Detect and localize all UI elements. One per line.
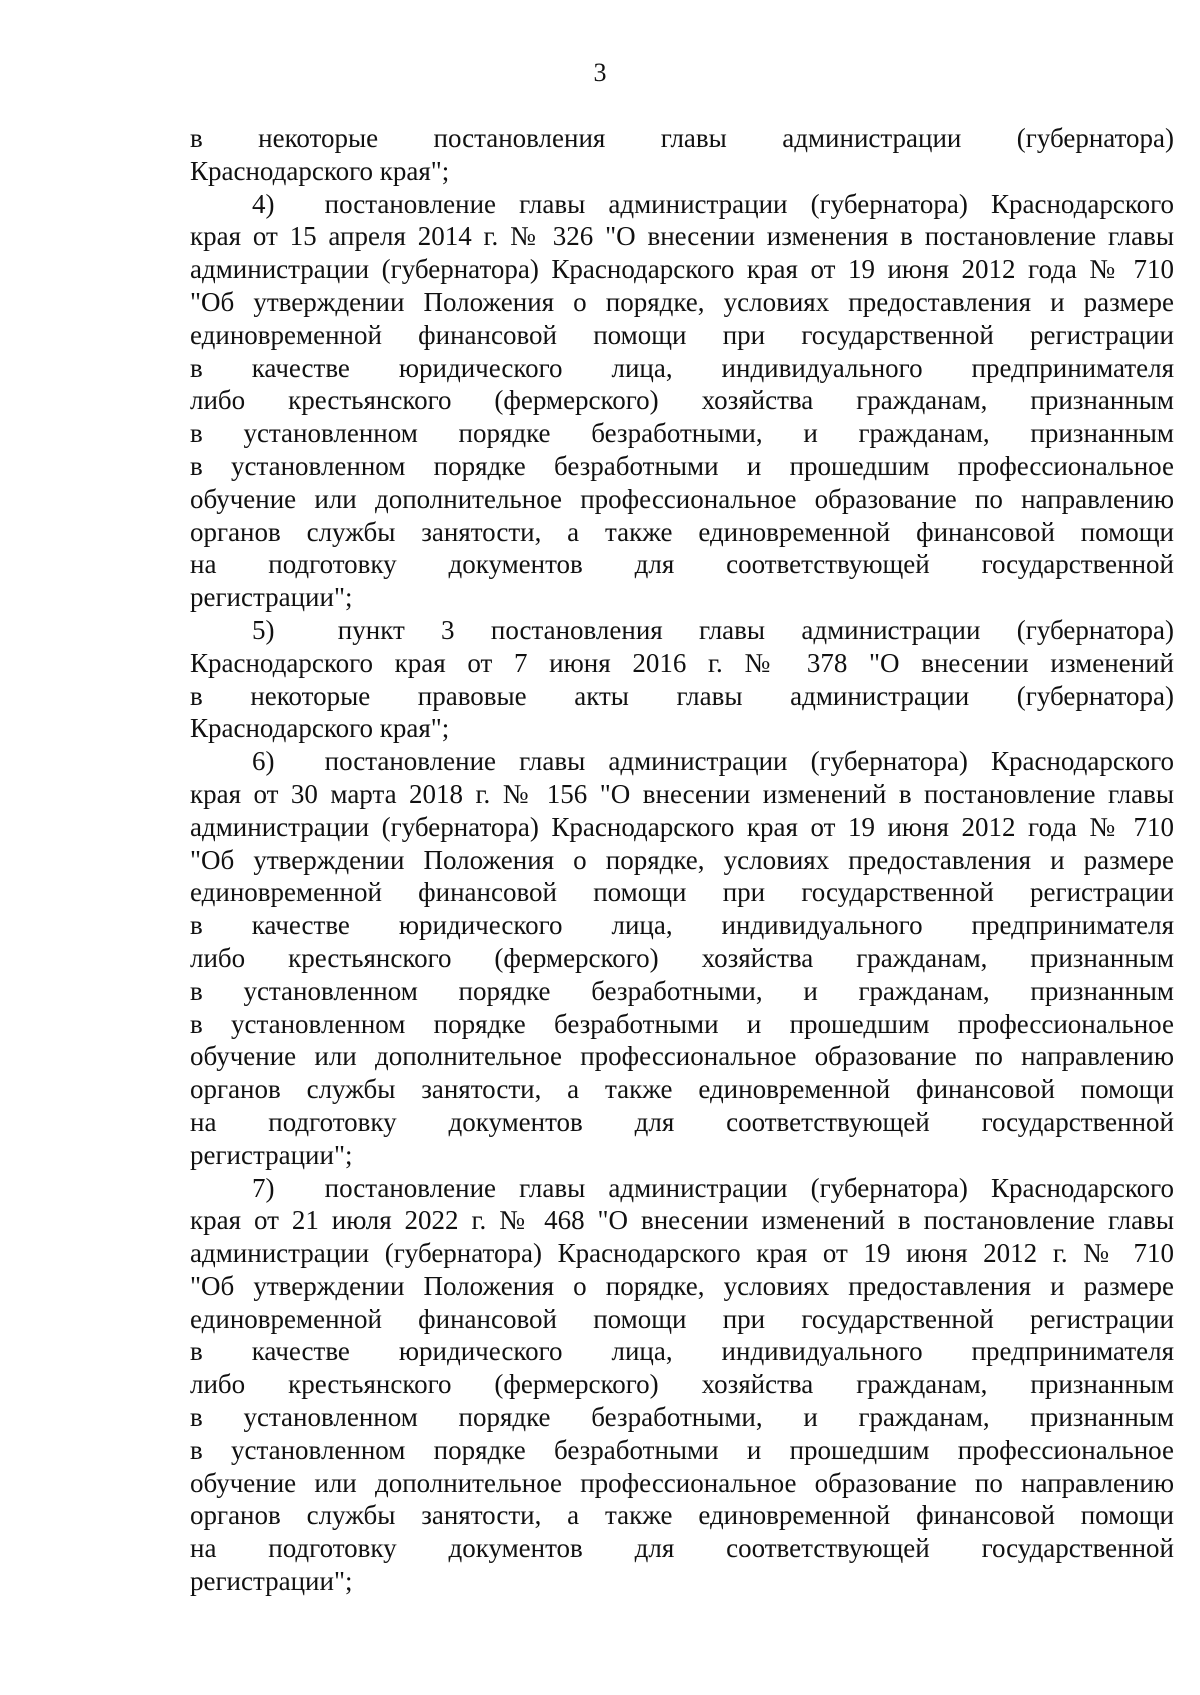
text-line: обучение или дополнительное профессиональное образование по направлению <box>190 1467 1174 1498</box>
text-line: единовременной финансовой помощи при государственной регистрации <box>190 877 1174 908</box>
text-line: "Об утверждении Положения о порядке, условиях предоставления и размере <box>190 844 1174 875</box>
text-line: администрации (губернатора) Краснодарского края от 19 июня 2012 года № 710 <box>190 811 1174 842</box>
text-line: на подготовку документов для соответствующей государственной <box>190 1106 1174 1137</box>
page-number: 3 <box>593 58 607 87</box>
text-line: в установленном порядке безработными, и гражданам, признанным <box>190 975 1174 1006</box>
text-line: в установленном порядке безработными, и гражданам, признанным <box>190 418 1174 449</box>
text-line: в установленном порядке безработными и прошедшим профессиональное <box>190 450 1174 481</box>
text-line: в качестве юридического лица, индивидуального предпринимателя <box>190 352 1174 383</box>
list-item-first-line: 7) постановление главы администрации (губернатора) Краснодарского <box>252 1172 1174 1203</box>
text-line: Краснодарского края"; <box>190 155 450 186</box>
text-line: либо крестьянского (фермерского) хозяйства гражданам, признанным <box>190 942 1174 973</box>
text-line: органов службы занятости, а также единовременной финансовой помощи <box>190 516 1174 547</box>
text-line: администрации (губернатора) Краснодарского края от 19 июня 2012 года № 710 <box>190 254 1174 285</box>
text-line: в установленном порядке безработными и прошедшим профессиональное <box>190 1008 1174 1039</box>
text-line: в некоторые правовые акты главы администрации (губернатора) <box>190 680 1174 711</box>
text-line: края от 21 июля 2022 г. № 468 "О внесении изменений в постановление главы <box>190 1205 1174 1236</box>
text-line: в качестве юридического лица, индивидуального предпринимателя <box>190 910 1174 941</box>
text-line: либо крестьянского (фермерского) хозяйства гражданам, признанным <box>190 385 1174 416</box>
document-body <box>190 122 1174 1598</box>
text-line: на подготовку документов для соответствующей государственной <box>190 549 1174 580</box>
list-item-first-line: 5) пункт 3 постановления главы администрации (губернатора) <box>252 614 1174 645</box>
text-line: единовременной финансовой помощи при государственной регистрации <box>190 1303 1174 1334</box>
text-line: органов службы занятости, а также единовременной финансовой помощи <box>190 1074 1174 1105</box>
text-line: на подготовку документов для соответствующей государственной <box>190 1533 1174 1564</box>
text-line: регистрации"; <box>190 582 353 613</box>
text-line: администрации (губернатора) Краснодарского края от 19 июня 2012 г. № 710 <box>190 1238 1174 1269</box>
text-line: обучение или дополнительное профессиональное образование по направлению <box>190 483 1174 514</box>
list-item-first-line: 6) постановление главы администрации (губернатора) Краснодарского <box>252 746 1174 777</box>
text-line: Краснодарского края"; <box>190 713 450 744</box>
list-item-first-line: 4) постановление главы администрации (губернатора) Краснодарского <box>252 188 1174 219</box>
text-line: органов службы занятости, а также единовременной финансовой помощи <box>190 1500 1174 1531</box>
text-line: обучение или дополнительное профессиональное образование по направлению <box>190 1041 1174 1072</box>
text-line: либо крестьянского (фермерского) хозяйства гражданам, признанным <box>190 1369 1174 1400</box>
text-line: Краснодарского края от 7 июня 2016 г. № 378 "О внесении изменений <box>190 647 1174 678</box>
text-line: края от 15 апреля 2014 г. № 326 "О внесении изменения в постановление главы <box>190 221 1174 252</box>
text-line: в качестве юридического лица, индивидуального предпринимателя <box>190 1336 1174 1367</box>
text-line: в установленном порядке безработными, и гражданам, признанным <box>190 1402 1174 1433</box>
text-line: "Об утверждении Положения о порядке, условиях предоставления и размере <box>190 1270 1174 1301</box>
text-line: регистрации"; <box>190 1139 353 1170</box>
text-line: в некоторые постановления главы администрации (губернатора) <box>190 123 1174 153</box>
text-line: единовременной финансовой помощи при государственной регистрации <box>190 319 1174 350</box>
text-line: в установленном порядке безработными и прошедшим профессиональное <box>190 1434 1174 1465</box>
text-line: регистрации"; <box>190 1566 353 1597</box>
text-line: "Об утверждении Положения о порядке, условиях предоставления и размере <box>190 286 1174 317</box>
text-line: края от 30 марта 2018 г. № 156 "О внесении изменений в постановление главы <box>190 778 1174 809</box>
